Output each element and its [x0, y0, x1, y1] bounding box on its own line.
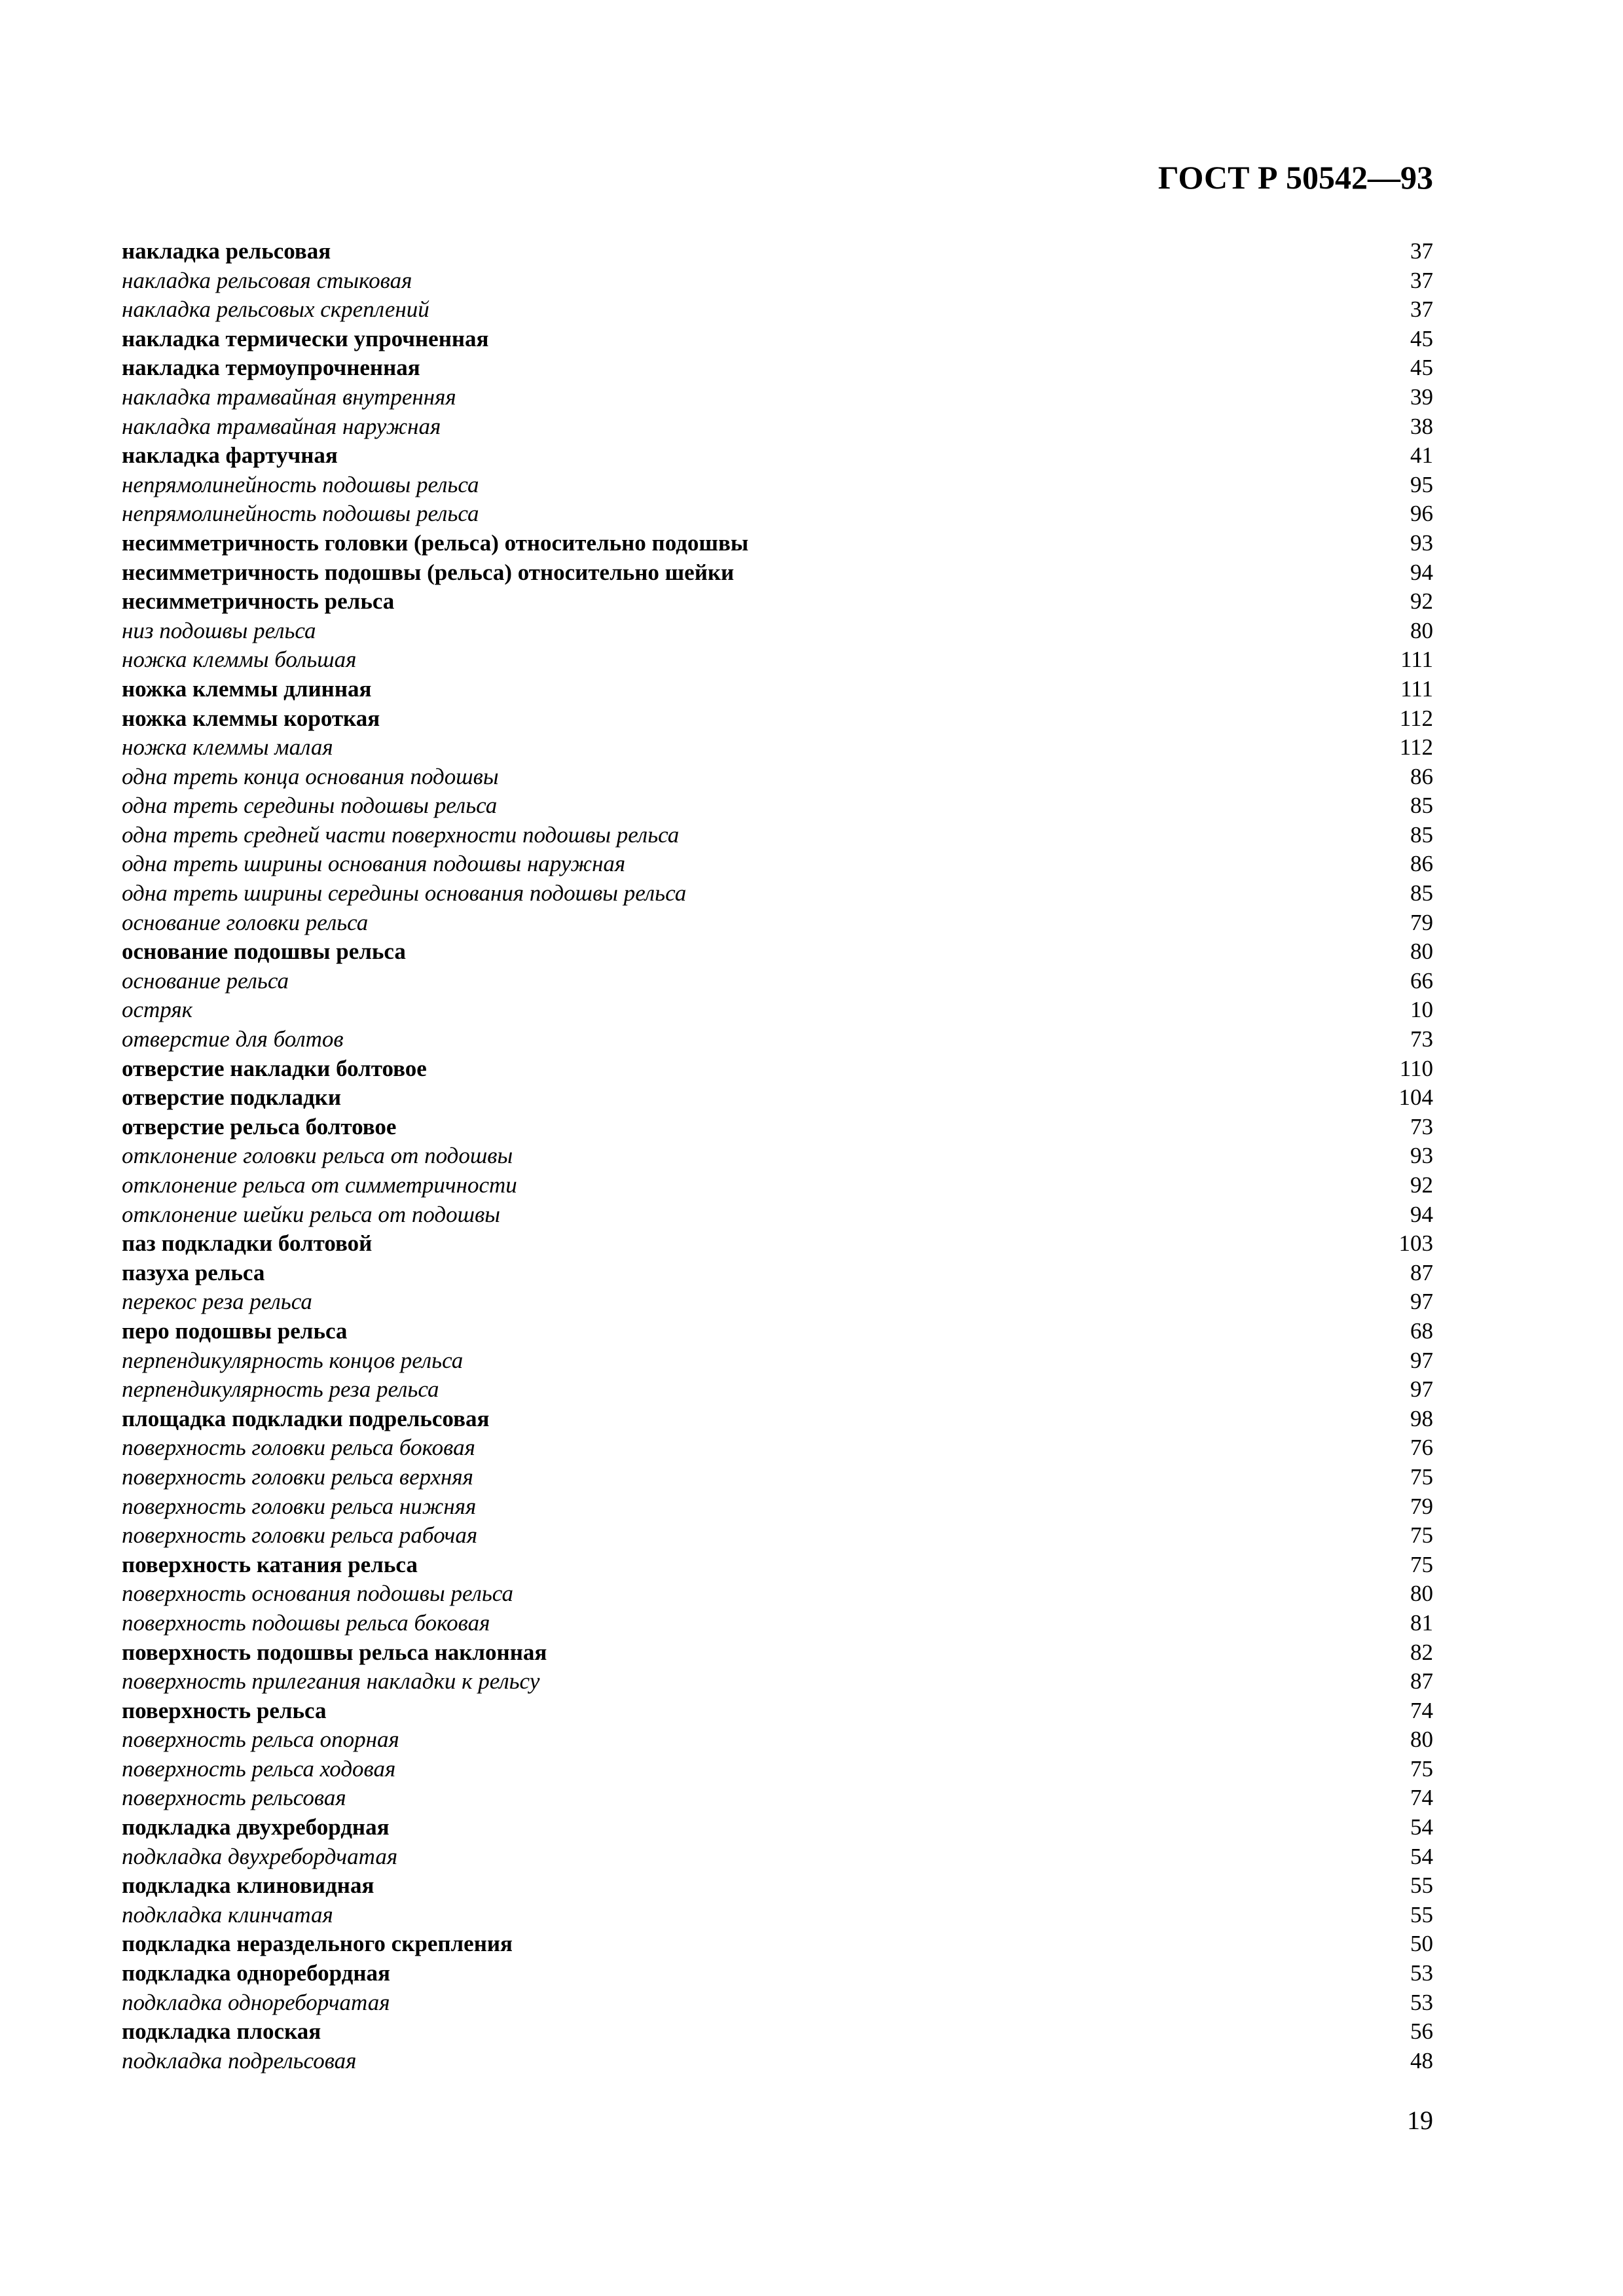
index-term: накладка трамвайная внутренняя	[122, 384, 456, 410]
index-entry	[122, 1259, 1433, 1288]
index-term: поверхность головки рельса верхняя	[122, 1463, 473, 1490]
index-entry	[122, 587, 1433, 617]
index-entry	[122, 1141, 1433, 1171]
index-page-reference: 92	[1410, 1172, 1433, 1198]
index-entry	[122, 1551, 1433, 1580]
index-page-reference: 87	[1410, 1668, 1433, 1695]
index-term: накладка термически упрочненная	[122, 325, 489, 351]
index-page-reference: 112	[1399, 705, 1433, 731]
index-entry	[122, 1929, 1433, 1959]
index-entry	[122, 733, 1433, 762]
index-page-reference: 37	[1410, 267, 1433, 293]
index-page-reference: 56	[1410, 2018, 1433, 2045]
index-term: подкладка подрельсовая	[122, 2047, 357, 2073]
index-entry	[122, 558, 1433, 588]
index-page-reference: 53	[1410, 1989, 1433, 2015]
index-term: накладка термоупрочненная	[122, 355, 420, 381]
index-page-reference: 80	[1410, 1727, 1433, 1753]
index-term: отклонение рельса от симметричности	[122, 1172, 517, 1198]
index-page-reference: 54	[1410, 1814, 1433, 1840]
index-page-reference: 79	[1410, 1493, 1433, 1519]
index-term: непрямолинейность подошвы рельса	[122, 501, 479, 527]
index-page-reference: 37	[1410, 296, 1433, 323]
index-page-reference: 73	[1410, 1113, 1433, 1139]
index-entry	[122, 967, 1433, 996]
index-entry	[122, 1375, 1433, 1405]
index-page-reference: 75	[1410, 1551, 1433, 1577]
index-entry	[122, 645, 1433, 675]
index-term: накладка фартучная	[122, 442, 338, 469]
index-page-reference: 80	[1410, 617, 1433, 643]
index-page-reference: 73	[1410, 1026, 1433, 1052]
index-term: накладка рельсовая	[122, 238, 331, 264]
index-entry	[122, 471, 1433, 500]
index-entry	[122, 1171, 1433, 1200]
index-entry	[122, 1083, 1433, 1113]
index-page-reference: 75	[1410, 1522, 1433, 1549]
index-page-reference: 45	[1410, 325, 1433, 351]
index-term: накладка трамвайная наружная	[122, 413, 441, 439]
index-term: одна треть конца основания подошвы	[122, 763, 499, 789]
index-page-reference: 110	[1399, 1055, 1433, 1081]
index-page-reference: 81	[1410, 1609, 1433, 1636]
index-term: несимметричность подошвы (рельса) относительно шейки	[122, 559, 735, 585]
index-term: поверхность подошвы рельса наклонная	[122, 1639, 547, 1665]
index-entry	[122, 353, 1433, 383]
index-page-reference: 10	[1410, 997, 1433, 1023]
index-entry	[122, 1959, 1433, 1988]
index-entry	[122, 1200, 1433, 1230]
index-page-reference: 94	[1410, 559, 1433, 585]
index-term: одна треть средней части поверхности подошвы рельса	[122, 821, 680, 848]
index-term: ножка клеммы короткая	[122, 705, 380, 731]
index-term: поверхность рельса ходовая	[122, 1755, 396, 1782]
index-term: перекос реза рельса	[122, 1289, 312, 1315]
index-entry	[122, 1696, 1433, 1726]
index-page-reference: 38	[1410, 413, 1433, 439]
index-entry	[122, 1988, 1433, 2018]
page-number: 19	[1407, 2106, 1433, 2135]
index-term: накладка рельсовых скреплений	[122, 296, 429, 323]
index-entry	[122, 1054, 1433, 1084]
index-term: поверхность подошвы рельса боковая	[122, 1609, 490, 1636]
index-term: поверхность катания рельса	[122, 1551, 418, 1577]
index-page-reference: 66	[1410, 967, 1433, 994]
index-page-reference: 55	[1410, 1873, 1433, 1899]
index-term: отклонение головки рельса от подошвы	[122, 1143, 513, 1169]
index-entry	[122, 1405, 1433, 1434]
index-entry	[122, 441, 1433, 471]
index-page-reference: 103	[1398, 1230, 1433, 1257]
index-term: ножка клеммы малая	[122, 734, 333, 761]
index-term: поверхность головки рельса боковая	[122, 1435, 475, 1461]
index-term: паз подкладки болтовой	[122, 1230, 373, 1257]
index-page-reference: 112	[1399, 734, 1433, 761]
index-term: несимметричность рельса	[122, 588, 395, 615]
index-term: низ подошвы рельса	[122, 617, 316, 643]
index-page-reference: 86	[1410, 851, 1433, 877]
index-entry	[122, 237, 1433, 266]
index-entry	[122, 879, 1433, 908]
index-entry	[122, 1433, 1433, 1463]
index-term: непрямолинейность подошвы рельса	[122, 471, 479, 497]
index-term: поверхность рельсовая	[122, 1785, 346, 1811]
index-term: подкладка плоская	[122, 2018, 321, 2045]
index-term: поверхность головки рельса рабочая	[122, 1522, 478, 1549]
index-page-reference: 75	[1410, 1463, 1433, 1490]
index-term: основание рельса	[122, 967, 289, 994]
index-entry	[122, 1287, 1433, 1317]
index-entry	[122, 1901, 1433, 1930]
index-page-reference: 45	[1410, 355, 1433, 381]
index-page-reference: 41	[1410, 442, 1433, 469]
index-page-reference: 92	[1410, 588, 1433, 615]
index-term: отверстие рельса болтовое	[122, 1113, 397, 1139]
index-entry	[122, 2047, 1433, 2076]
index-page-reference: 94	[1410, 1201, 1433, 1227]
index-entry	[122, 996, 1433, 1025]
index-entry	[122, 675, 1433, 704]
index-term: поверхность прилегания накладки к рельсу	[122, 1668, 540, 1695]
index-page-reference: 111	[1400, 675, 1433, 702]
index-entry	[122, 1842, 1433, 1872]
index-entry	[122, 1463, 1433, 1492]
index-term: поверхность головки рельса нижняя	[122, 1493, 477, 1519]
index-term: одна треть ширины основания подошвы наружная	[122, 851, 626, 877]
index-term: отверстие подкладки	[122, 1085, 342, 1111]
index-term: отклонение шейки рельса от подошвы	[122, 1201, 500, 1227]
index-term: подкладка клинчатая	[122, 1901, 333, 1928]
index-page-reference: 82	[1410, 1639, 1433, 1665]
index-page-reference: 96	[1410, 501, 1433, 527]
index-entry	[122, 937, 1433, 967]
index-page-reference: 95	[1410, 471, 1433, 497]
index-term: накладка рельсовая стыковая	[122, 267, 412, 293]
index-entry	[122, 791, 1433, 821]
index-page-reference: 104	[1398, 1085, 1433, 1111]
index-page-reference: 74	[1410, 1697, 1433, 1723]
alphabetical-term-index	[122, 237, 1433, 2075]
index-page-reference: 97	[1410, 1289, 1433, 1315]
index-page-reference: 85	[1410, 880, 1433, 906]
index-page-reference: 37	[1410, 238, 1433, 264]
index-page-reference: 50	[1410, 1931, 1433, 1957]
index-term: ножка клеммы большая	[122, 647, 357, 673]
index-page-reference: 98	[1410, 1405, 1433, 1431]
index-term: основание головки рельса	[122, 909, 369, 935]
index-term: несимметричность головки (рельса) относительно подошвы	[122, 529, 749, 556]
index-term: площадка подкладки подрельсовая	[122, 1405, 490, 1431]
index-page-reference: 53	[1410, 1960, 1433, 1986]
index-entry	[122, 1638, 1433, 1668]
index-term: подкладка двухребордная	[122, 1814, 390, 1840]
index-entry	[122, 704, 1433, 734]
index-term: одна треть ширины середины основания подошвы рельса	[122, 880, 687, 906]
index-entry	[122, 617, 1433, 646]
index-term: пазуха рельса	[122, 1259, 265, 1285]
document-code-header: ГОСТ Р 50542—93	[1158, 159, 1433, 196]
index-term: перпендикулярность реза рельса	[122, 1376, 439, 1403]
index-entry	[122, 2017, 1433, 2047]
index-page-reference: 97	[1410, 1376, 1433, 1403]
index-entry	[122, 1871, 1433, 1901]
index-entry	[122, 1725, 1433, 1755]
index-entry	[122, 499, 1433, 529]
index-term: одна треть середины подошвы рельса	[122, 793, 498, 819]
index-page-reference: 85	[1410, 821, 1433, 848]
index-entry	[122, 1492, 1433, 1522]
index-term: ножка клеммы длинная	[122, 675, 372, 702]
index-page-reference: 111	[1400, 647, 1433, 673]
index-term: перпендикулярность концов рельса	[122, 1347, 464, 1373]
index-page-reference: 80	[1410, 1581, 1433, 1607]
index-entry	[122, 1579, 1433, 1609]
index-entry	[122, 1784, 1433, 1813]
index-entry	[122, 821, 1433, 850]
index-term: поверхность основания подошвы рельса	[122, 1581, 513, 1607]
index-term: отверстие для болтов	[122, 1026, 344, 1052]
index-entry	[122, 1755, 1433, 1784]
index-term: отверстие накладки болтовое	[122, 1055, 427, 1081]
index-page-reference: 39	[1410, 384, 1433, 410]
index-page-reference: 55	[1410, 1901, 1433, 1928]
index-term: подкладка нераздельного скрепления	[122, 1931, 513, 1957]
index-entry	[122, 1346, 1433, 1376]
index-entry	[122, 295, 1433, 325]
index-term: перо подошвы рельса	[122, 1318, 348, 1344]
index-page-reference: 80	[1410, 939, 1433, 965]
index-entry	[122, 1609, 1433, 1638]
index-page-reference: 93	[1410, 529, 1433, 556]
index-page-reference: 74	[1410, 1785, 1433, 1811]
index-entry	[122, 762, 1433, 792]
index-entry	[122, 1667, 1433, 1696]
index-entry	[122, 325, 1433, 354]
index-page-reference: 97	[1410, 1347, 1433, 1373]
index-entry	[122, 1813, 1433, 1842]
index-term: подкладка одноребордная	[122, 1960, 390, 1986]
index-page-reference: 54	[1410, 1843, 1433, 1869]
index-page-reference: 48	[1410, 2047, 1433, 2073]
index-page-reference: 76	[1410, 1435, 1433, 1461]
index-entry	[122, 383, 1433, 412]
index-page-reference: 75	[1410, 1755, 1433, 1782]
index-entry	[122, 1025, 1433, 1054]
index-entry	[122, 1113, 1433, 1142]
index-entry	[122, 529, 1433, 558]
index-page-reference: 85	[1410, 793, 1433, 819]
index-term: поверхность рельса	[122, 1697, 327, 1723]
index-page-reference: 79	[1410, 909, 1433, 935]
index-term: подкладка однореборчатая	[122, 1989, 390, 2015]
index-entry	[122, 908, 1433, 938]
index-page-reference: 86	[1410, 763, 1433, 789]
index-page-reference: 68	[1410, 1318, 1433, 1344]
index-term: подкладка двухребордчатая	[122, 1843, 398, 1869]
index-term: остряк	[122, 997, 192, 1023]
index-term: подкладка клиновидная	[122, 1873, 374, 1899]
index-term: основание подошвы рельса	[122, 939, 406, 965]
index-entry	[122, 1521, 1433, 1551]
index-term: поверхность рельса опорная	[122, 1727, 399, 1753]
index-entry	[122, 412, 1433, 442]
index-entry	[122, 266, 1433, 296]
index-page-reference: 87	[1410, 1259, 1433, 1285]
index-entry	[122, 1317, 1433, 1346]
index-entry	[122, 1229, 1433, 1259]
index-entry	[122, 850, 1433, 879]
index-page-reference: 93	[1410, 1143, 1433, 1169]
